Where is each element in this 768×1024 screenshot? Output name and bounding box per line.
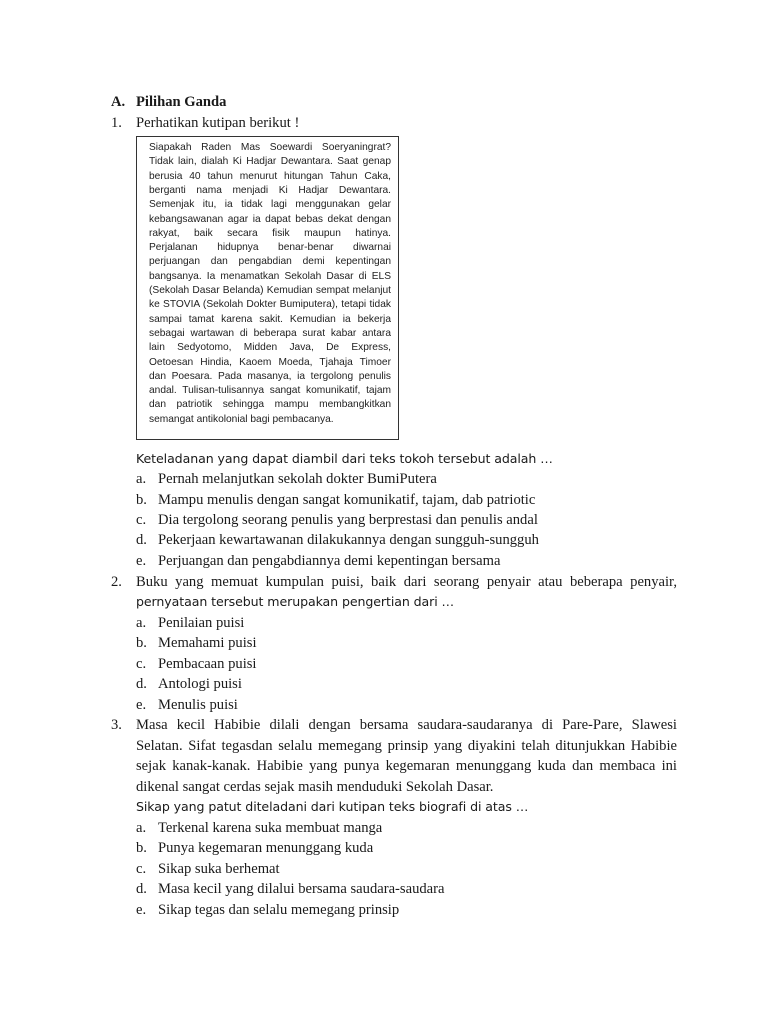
option-letter: b. — [136, 635, 147, 651]
question-text-line: sejak kanak-kanak. Habibie yang punya kegemaran menunggang kuda dan membaca ini — [136, 758, 677, 774]
passage-line: ke STOVIA (Sekolah Dokter Bumiputera), tetapi tidak — [149, 299, 391, 311]
passage-line: (Sekolah Dasar Belanda) Kemudian sempat melanjut — [149, 285, 391, 296]
option-text: Dia tergolong seorang penulis yang berprestasi dan penulis andal — [158, 512, 538, 528]
option-e[interactable] — [136, 551, 501, 571]
option-d[interactable] — [136, 530, 539, 550]
section-title: Pilihan Ganda — [136, 94, 227, 110]
option-c[interactable] — [136, 510, 538, 530]
question-text-line: dikenal sangat cerdas sejak masih menduduki Sekolah Dasar. — [136, 779, 494, 795]
option-text: Sikap tegas dan selalu memegang prinsip — [158, 902, 400, 918]
question-number: 2. — [111, 574, 122, 590]
passage-line: berusia 40 tahun menurut hitungan Tahun Caka, — [149, 170, 391, 182]
passage-line: Oetoesan Hindia, Kaoem Moeda, Tjahaja Timoer — [149, 356, 391, 368]
question-text-line: Selatan. Sifat tegasdan selalu memegang prinsip yang diyakini telah ditunjukkan Habibie — [136, 738, 677, 754]
option-text: Penilaian puisi — [158, 615, 245, 631]
option-e[interactable] — [136, 900, 400, 920]
option-text: Punya kegemaran menunggang kuda — [158, 840, 374, 856]
option-letter: a. — [136, 615, 147, 631]
passage-line: rakyat, baik secara fisik maupun hatinya. — [149, 227, 391, 239]
option-text: Pembacaan puisi — [158, 656, 257, 672]
passage-line: lain Sedyotomo, Midden Java, De Express, — [149, 342, 391, 354]
question-text-line: Perhatikan kutipan berikut ! — [136, 115, 300, 131]
option-text: Memahami puisi — [158, 635, 257, 651]
option-text: Sikap suka berhemat — [158, 861, 280, 877]
passage-line: Perjalanan hidupnya benar-benar diwarnai — [149, 242, 391, 254]
option-d[interactable] — [136, 879, 445, 899]
passage-line: sebagai wartawan di beberapa surat kabar antara — [149, 327, 391, 339]
option-letter: e. — [136, 902, 147, 918]
passage-line: dan Poesara. Pada masanya, ia tergolong penulis — [149, 370, 391, 382]
question-text-line: Buku yang memuat kumpulan puisi, baik dari seorang penyair atau beberapa penyair, — [136, 574, 677, 590]
option-b[interactable] — [136, 633, 257, 653]
option-letter: b. — [136, 840, 147, 856]
option-letter: c. — [136, 512, 147, 528]
option-b[interactable] — [136, 838, 374, 858]
question-number: 1. — [111, 115, 122, 131]
option-letter: e. — [136, 697, 147, 713]
section-letter: A. — [111, 94, 126, 110]
option-e[interactable] — [136, 695, 238, 715]
passage-line: perjuangan dan pengabdian demi kepentingan — [149, 256, 391, 268]
option-text: Masa kecil yang dilalui bersama saudara-saudara — [158, 881, 445, 897]
option-b[interactable] — [136, 490, 536, 510]
option-letter: d. — [136, 676, 147, 692]
option-text: Menulis puisi — [158, 697, 238, 713]
option-text: Antologi puisi — [158, 676, 242, 692]
option-text: Perjuangan dan pengabdiannya demi kepentingan bersama — [158, 553, 501, 569]
option-text: Pernah melanjutkan sekolah dokter BumiPutera — [158, 471, 437, 487]
question-prompt: pernyataan tersebut merupakan pengertian dari … — [136, 594, 455, 609]
passage-line: Tidak lain, dialah Ki Hadjar Dewantara. Saat genap — [149, 156, 391, 168]
option-letter: a. — [136, 820, 147, 836]
option-a[interactable] — [136, 818, 383, 838]
question-text-line: Masa kecil Habibie dilali dengan bersama saudara-saudaranya di Pare-Pare, Slawesi — [136, 717, 677, 733]
option-letter: d. — [136, 532, 147, 548]
option-text: Pekerjaan kewartawanan dilakukannya dengan sungguh-sungguh — [158, 532, 539, 548]
option-text: Terkenal karena suka membuat manga — [158, 820, 383, 836]
option-letter: d. — [136, 881, 147, 897]
option-letter: a. — [136, 471, 147, 487]
passage-box — [136, 136, 399, 440]
passage-line: sampai tamat karena sakit. Kemudian ia bekerja — [149, 313, 391, 325]
option-c[interactable] — [136, 654, 257, 674]
passage-line: dan patriotik sehingga mampu membangkitkan — [149, 399, 391, 411]
passage-line: berganti nama menjadi Ki Hadjar Dewantara. — [149, 184, 391, 196]
option-d[interactable] — [136, 674, 242, 694]
option-a[interactable] — [136, 613, 245, 633]
question-prompt: Keteladanan yang dapat diambil dari teks tokoh tersebut adalah … — [136, 451, 553, 466]
passage-line: kebangsawanan agar ia dapat bebas dekat dengan — [149, 213, 391, 225]
option-letter: b. — [136, 492, 147, 508]
option-letter: c. — [136, 861, 147, 877]
passage-line: semangat antikolonial bagi pembacanya. — [149, 413, 334, 425]
passage-line: Semenjak itu, ia tidak lagi menggunakan gelar — [149, 199, 391, 211]
passage-line: bangsanya. Ia menamatkan Sekolah Dasar di ELS — [149, 270, 391, 282]
option-c[interactable] — [136, 859, 280, 879]
question-number: 3. — [111, 717, 122, 733]
passage-line: andal. Tulisan-tulisannya sangat komunikatif, tajam — [149, 385, 391, 397]
passage-line: Siapakah Raden Mas Soewardi Soeryaningrat? — [149, 142, 391, 153]
option-text: Mampu menulis dengan sangat komunikatif, tajam, dab patriotic — [158, 492, 536, 508]
section-heading — [111, 92, 227, 112]
option-letter: c. — [136, 656, 147, 672]
option-letter: e. — [136, 553, 147, 569]
option-a[interactable] — [136, 469, 437, 489]
question-prompt: Sikap yang patut diteladani dari kutipan teks biografi di atas … — [136, 799, 529, 814]
